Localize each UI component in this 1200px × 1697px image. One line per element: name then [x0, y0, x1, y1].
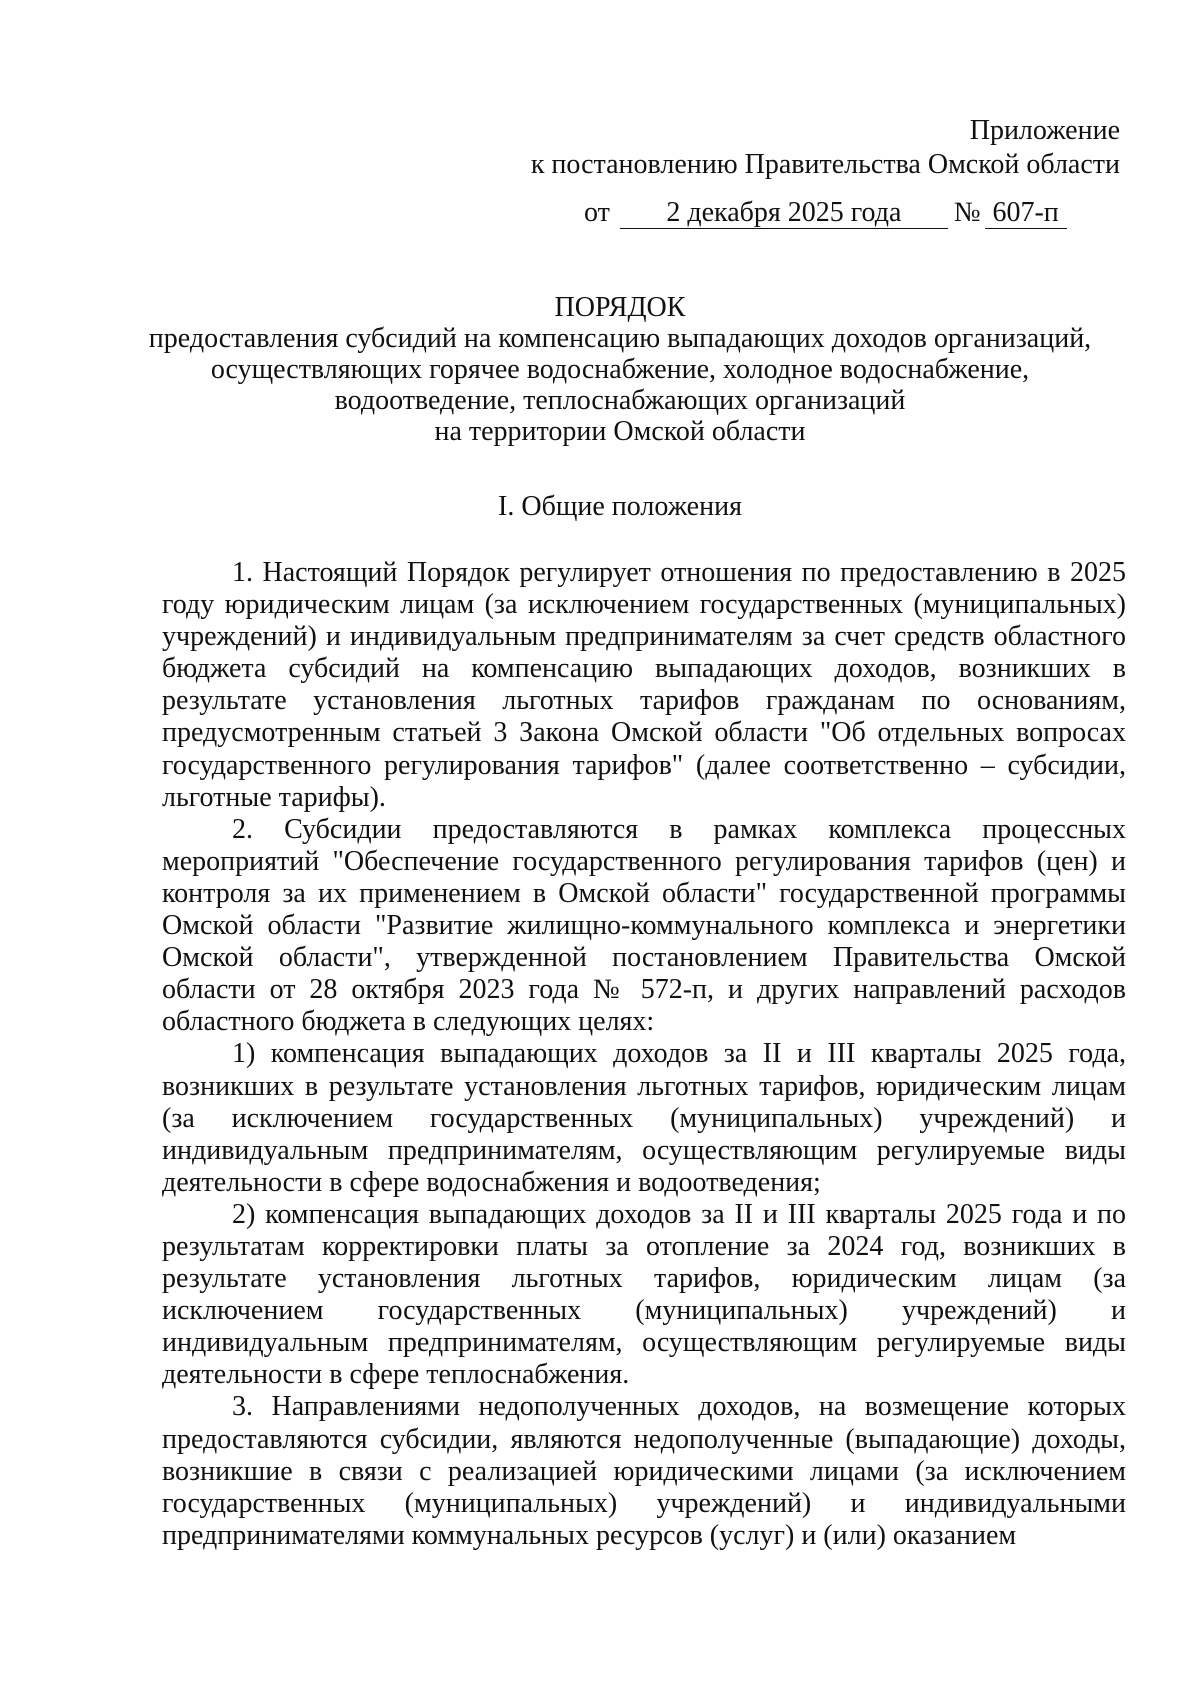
- appendix-reference: к постановлению Правительства Омской области: [530, 149, 1120, 180]
- resolution-number: 607-п: [985, 198, 1067, 229]
- paragraph-3: 3. Направлениями недополученных доходов, на возмещение которых предоставляются субсидии, являются недополученные (выпадающие) доходы, возникшие в связи с реализацией юридическими лицами (за исключением государственных (муниципальных) учреждений) и индивидуальными предпринимателями коммунальных ресурсов (услуг) и (или) оказанием: [162, 1391, 1126, 1551]
- appendix-header: [531, 114, 1120, 182]
- resolution-date: 2 декабря 2025 года: [620, 198, 948, 229]
- document-subtitle-line-1: предоставления субсидий на компенсацию выпадающих доходов организаций,: [148, 323, 1092, 354]
- document-title-block: [140, 292, 1100, 447]
- paragraph-2-item-1: 1) компенсация выпадающих доходов за II и III кварталы 2025 года, возникших в результате установления льготных тарифов, юридическим лицам (за исключением государственных (муниципальных) учреждений) и индивидуальным предпринимателям, осуществляющим регулируемые виды деятельности в сфере водоснабжения и водоотведения;: [162, 1038, 1126, 1198]
- number-label: №: [953, 197, 981, 228]
- paragraph-1: 1. Настоящий Порядок регулирует отношения по предоставлению в 2025 году юридическим лицам (за исключением государственных (муниципальных) учреждений) и индивидуальным предпринимателям за счет средств областного бюджета субсидий на компенсацию выпадающих доходов, возникших в результате установления льготных тарифов гражданам по основаниям, предусмотренным статьей 3 Закона Омской области "Об отдельных вопросах государственного регулирования тарифов" (далее соответственно – субсидии, льготные тарифы).: [162, 557, 1126, 813]
- paragraph-2-item-2: 2) компенсация выпадающих доходов за II и III кварталы 2025 года и по результатам корректировки платы за отопление за 2024 год, возникших в результате установления льготных тарифов, юридическим лицам (за исключением государственных (муниципальных) учреждений) и индивидуальным предпринимателям, осуществляющим регулируемые виды деятельности в сфере теплоснабжения.: [162, 1198, 1126, 1391]
- document-subtitle-line-4: на территории Омской области: [434, 416, 806, 447]
- document-title: ПОРЯДОК: [554, 292, 686, 323]
- paragraph-2: 2. Субсидии предоставляются в рамках комплекса процессных мероприятий "Обеспечение государственного регулирования тарифов (цен) и контроля за их применением в Омской области" государственной программы Омской области "Развитие жилищно-коммунального комплекса и энергетики Омской области", утвержденной постановлением Правительства Омской области от 28 октября 2023 года № 572-п, и других направлений расходов областного бюджета в следующих целях:: [162, 813, 1126, 1038]
- document-body: [162, 557, 1126, 1552]
- section-heading: I. Общие положения: [498, 491, 742, 522]
- document-subtitle-line-3: водоотведение, теплоснабжающих организаций: [334, 385, 906, 416]
- resolution-dateline: [584, 196, 1067, 230]
- date-from-label: от: [584, 197, 610, 228]
- appendix-label: Приложение: [969, 115, 1120, 146]
- document-subtitle-line-2: осуществляющих горячее водоснабжение, холодное водоснабжение,: [210, 354, 1030, 385]
